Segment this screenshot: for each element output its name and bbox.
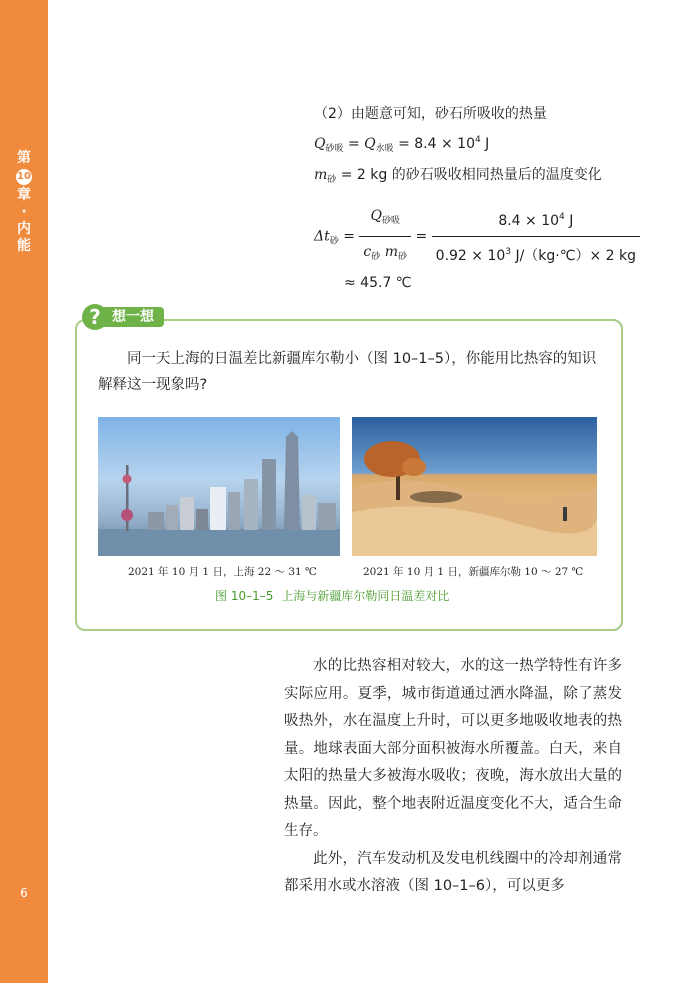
c-sub: 砂: [371, 252, 381, 262]
calc-line-3: [314, 162, 640, 193]
korla-desert-photo: [352, 417, 597, 556]
body-text: [284, 653, 622, 901]
q-symbol: Q: [370, 208, 382, 224]
chapter-title-b: 能: [17, 238, 31, 254]
numerator: 8.4 × 10: [498, 213, 560, 229]
page-number: 6: [20, 886, 28, 900]
m-symbol: m: [384, 244, 398, 260]
caption-shanghai: 2021 年 10 月 1 日，上海 22 ～ 31 ℃: [128, 566, 317, 578]
think-label: 想一想: [102, 307, 164, 327]
delta-t-symbol: Δt: [314, 228, 330, 245]
exponent: 3: [505, 247, 512, 257]
calc-line-1: （2）由题意可知，砂石所吸收的热量: [314, 106, 547, 122]
figure-number: 图 10–1–5: [215, 589, 274, 603]
fraction-symbolic: [359, 203, 411, 270]
q-symbol: Q: [314, 136, 326, 152]
exponent: 4: [474, 135, 481, 145]
calc-result: ≈ 45.7 ℃: [344, 275, 412, 291]
chapter-prefix: 第: [17, 150, 31, 166]
calc-line-2: [314, 127, 640, 162]
think-question: 同一天上海的日温差比新疆库尔勒小（图 10–1–5），你能用比热容的知识解释这一现象吗?: [98, 351, 597, 393]
unit-j: J: [564, 213, 574, 229]
q-sub-sand: 砂吸: [325, 144, 344, 154]
paragraph-1: 水的比热容相对较大，水的这一热学特性有许多实际应用。夏季，城市街道通过洒水降温，除了蒸发吸热外，水在温度上升时，可以更多地吸收地表的热量。地球表面大部分面积被海水所覆盖。白天，来自太阳的热量大多被海水吸收；夜晚，海水放出大量的热量。因此，整个地表附近温度变化不大，适合生命生存。: [284, 658, 622, 839]
chapter-title-a: 内: [17, 221, 31, 237]
figure-title: [215, 587, 457, 604]
calculation-block: [314, 101, 640, 296]
question-icon: ?: [82, 304, 108, 330]
calc-fraction-line: [314, 203, 640, 270]
figure-caption: 上海与新疆库尔勒同日温差对比: [281, 589, 450, 603]
q-symbol: Q: [364, 136, 376, 152]
q-sub-sand: 砂吸: [381, 216, 400, 226]
shanghai-skyline-photo: [98, 417, 340, 556]
heat-value: = 8.4 × 10: [398, 136, 475, 152]
exponent: 4: [559, 212, 565, 222]
q-sub-water: 水吸: [375, 144, 394, 154]
equals-sign: =: [343, 228, 355, 245]
mass-text: = 2 kg 的砂石吸收相同热量后的温度变化: [340, 167, 602, 183]
m-sub: 砂: [327, 175, 337, 185]
chapter-suffix: 章: [17, 187, 31, 203]
paragraph-2: 此外，汽车发动机及发电机线圈中的冷却剂通常都采用水或水溶液（图 10–1–6），可以更多: [284, 850, 622, 894]
delta-t-sub: 砂: [329, 236, 339, 247]
equals-sign: =: [415, 228, 428, 245]
chapter-number-badge: 10: [16, 169, 32, 185]
caption-korla: 2021 年 10 月 1 日，新疆库尔勒 10 ～ 27 ℃: [363, 566, 584, 578]
m-symbol: m: [314, 167, 328, 183]
unit-j: J: [480, 136, 490, 152]
chapter-sidebar: [0, 0, 48, 983]
chapter-dot: ·: [21, 204, 27, 220]
equals-sign: =: [347, 136, 365, 152]
fraction-numeric: [432, 204, 640, 269]
c-symbol: c: [363, 244, 372, 260]
m-sub: 砂: [398, 252, 408, 262]
denominator-a: 0.92 × 10: [435, 248, 506, 264]
denominator-b: J/（kg·℃）× 2 kg: [511, 248, 637, 264]
chapter-label: [0, 150, 48, 255]
